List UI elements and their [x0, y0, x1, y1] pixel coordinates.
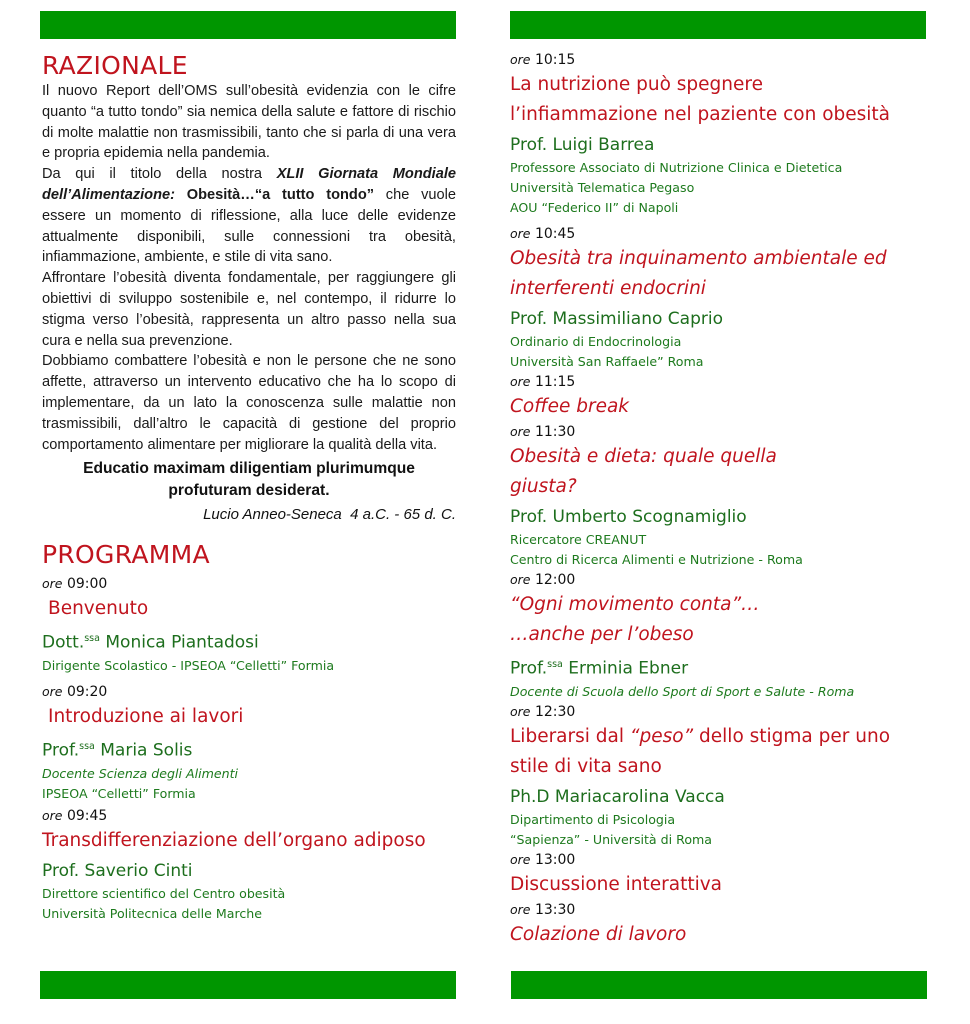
- title-emphasis: “peso”: [629, 725, 694, 747]
- time-label: ore: [42, 576, 63, 592]
- session-title: Coffee break: [510, 396, 630, 417]
- speaker-affiliation: Docente Scienza degli Alimenti: [42, 765, 239, 781]
- program-session: [510, 224, 930, 372]
- time-label: ore: [510, 374, 531, 389]
- speaker-affiliation: Dipartimento di Psicologia: [510, 811, 676, 827]
- speaker-prefix: Prof.: [510, 135, 548, 155]
- session-title: La nutrizione può spegnere: [510, 74, 763, 95]
- title-part: dello stigma per uno: [693, 725, 891, 747]
- time-label: ore: [510, 851, 531, 867]
- speaker-affiliation: AOU “Federico II” di Napoli: [510, 200, 679, 215]
- right-sessions: [510, 50, 930, 950]
- time-label: ore: [510, 424, 531, 439]
- program-session: [510, 900, 930, 950]
- session-title: [510, 722, 930, 752]
- speaker-affiliation: Professore Associato di Nutrizione Clinica e Dietetica: [510, 160, 843, 175]
- speaker-affiliation: Ricercatore CREANUT: [510, 532, 647, 547]
- session-time: [510, 224, 930, 244]
- time-value: 13:30: [534, 901, 576, 918]
- time-label: ore: [510, 703, 531, 719]
- speaker-surname: Mariacarolina Vacca: [549, 786, 725, 807]
- speaker-title-suffix: ssa: [79, 741, 95, 752]
- speaker-affiliation: Università Politecnica delle Marche: [42, 905, 263, 921]
- event-theme: Obesità…“a tutto tondo”: [174, 186, 375, 203]
- session-title: stile di vita sano: [510, 755, 662, 777]
- time-label: ore: [510, 901, 531, 917]
- speaker-title-suffix: ssa: [547, 659, 563, 670]
- razionale-paragraph-4: Dobbiamo combattere l’obesità e non le persone che ne sono affette, attraverso un intervento educativo che ha lo scopo di implementare, da un lato la conoscenza sulle malattie non trasmissibili, dall’altro le capacità di gestione del proprio comportamento alimentare per migliorare la qualità della vita.: [42, 353, 456, 453]
- time-value: 10:15: [534, 52, 576, 68]
- speaker-affiliation: Dirigente Scolastico - IPSEOA “Celletti” Formia: [42, 658, 335, 673]
- program-session: [510, 422, 930, 570]
- time-value: 09:45: [66, 807, 108, 824]
- session-title: Obesità e dieta: quale quella: [510, 446, 777, 467]
- latin-quote-line-2: profuturam desiderat.: [168, 482, 330, 500]
- session-title: …anche per l’obeso: [510, 624, 694, 645]
- session-time: [510, 900, 930, 920]
- razionale-paragraph-3: Affrontare l’obesità diventa fondamentale, per raggiungere gli obiettivi di sviluppo sostenibile e, nel contempo, il ridurre lo stigma verso l’obesità, rappresenta un altro passo nella sua cura e nella sua prevenzione.: [42, 270, 456, 349]
- speaker-surname: Erminia Ebner: [562, 658, 689, 679]
- speaker-name: [510, 784, 930, 810]
- session-time: [510, 372, 930, 392]
- event-name: XLII Giornata Mondiale dell’Alimentazione:: [42, 166, 456, 203]
- time-value: 11:30: [534, 424, 576, 440]
- time-label: ore: [510, 572, 531, 587]
- time-value: 12:30: [534, 703, 576, 720]
- left-sessions: [42, 574, 456, 923]
- program-session: [510, 702, 930, 850]
- speaker-name: [42, 734, 456, 764]
- session-title: Obesità tra inquinamento ambientale ed: [510, 248, 887, 269]
- speaker-name: [510, 504, 930, 530]
- time-label: ore: [42, 807, 63, 823]
- time-label: ore: [42, 684, 63, 699]
- session-title: Benvenuto: [48, 598, 149, 620]
- speaker-name: [42, 858, 456, 884]
- session-time: [42, 574, 456, 594]
- top-right-bar: [510, 11, 926, 39]
- speaker-prefix: Prof.: [510, 309, 548, 329]
- speaker-surname: Saverio Cinti: [79, 860, 193, 881]
- left-column: [42, 40, 456, 924]
- speaker-name: [42, 626, 456, 656]
- speaker-prefix: Dott.: [42, 633, 85, 653]
- time-label: ore: [510, 52, 531, 67]
- speaker-affiliation: Ordinario di Endocrinologia: [510, 334, 682, 349]
- razionale-title: RAZIONALE: [42, 51, 188, 80]
- time-value: 12:00: [534, 572, 576, 588]
- bottom-right-bar: [511, 971, 927, 999]
- programma-title: PROGRAMMA: [42, 540, 210, 570]
- speaker-affiliation: Università Telematica Pegaso: [510, 180, 695, 195]
- session-title: interferenti endocrini: [510, 278, 706, 299]
- session-time: [42, 682, 456, 702]
- top-left-bar: [40, 11, 456, 39]
- session-title: Introduzione ai lavori: [48, 706, 244, 727]
- speaker-prefix: Prof.: [42, 860, 80, 881]
- speaker-prefix: Prof.: [42, 740, 80, 761]
- time-label: ore: [510, 226, 531, 241]
- p2-text: Da qui il titolo della nostra: [42, 166, 277, 183]
- session-time: [510, 570, 930, 590]
- program-session: [42, 574, 456, 676]
- speaker-surname: Umberto Scognamiglio: [547, 507, 747, 527]
- program-session: [510, 372, 930, 422]
- speaker-surname: Monica Piantadosi: [99, 633, 259, 653]
- session-title: l’infiammazione nel paziente con obesità: [510, 104, 890, 125]
- time-value: 11:15: [534, 374, 576, 390]
- session-time: [42, 806, 456, 826]
- time-value: 13:00: [534, 851, 576, 868]
- session-time: [510, 50, 930, 70]
- session-time: [510, 702, 930, 722]
- speaker-name: [510, 306, 930, 332]
- session-title: Transdifferenziazione dell’organo adiposo: [42, 829, 426, 851]
- session-title: Colazione di lavoro: [510, 923, 687, 945]
- speaker-affiliation: Direttore scientifico del Centro obesità: [42, 885, 286, 901]
- speaker-name: [510, 132, 930, 158]
- bottom-left-bar: [40, 971, 456, 999]
- program-session: [42, 682, 456, 804]
- session-time: [510, 850, 930, 870]
- program-session: [510, 850, 930, 900]
- speaker-surname: Maria Solis: [94, 740, 193, 761]
- speaker-affiliation: Università San Raffaele” Roma: [510, 354, 704, 369]
- latin-quote-line-1: Educatio maximam diligentiam plurimumque: [83, 460, 415, 478]
- speaker-prefix: Prof.: [510, 507, 548, 527]
- program-session: [510, 50, 930, 218]
- time-value: 09:00: [66, 576, 108, 593]
- speaker-surname: Luigi Barrea: [547, 135, 655, 155]
- quote-author: Lucio Anneo-Seneca 4 a.C. - 65 d. C.: [203, 506, 456, 524]
- program-session: [42, 806, 456, 924]
- speaker-affiliation: Docente di Scuola dello Sport di Sport e Salute - Roma: [510, 683, 855, 699]
- speaker-surname: Massimiliano Caprio: [547, 309, 723, 329]
- session-title: giusta?: [510, 476, 577, 497]
- speaker-prefix: Ph.D: [510, 786, 550, 807]
- speaker-name: [510, 652, 930, 682]
- title-part: Liberarsi dal: [510, 725, 630, 747]
- razionale-paragraph-1: Il nuovo Report dell’OMS sull’obesità evidenzia con le cifre quanto “a tutto tondo” sia nemica della salute e fattore di rischio di molte malattie non trasmissibili, tanto che si parla di una vera e propria epidemia nella pandemia.: [42, 83, 456, 162]
- speaker-prefix: Prof.: [510, 658, 548, 679]
- session-title: Discussione interattiva: [510, 873, 723, 895]
- speaker-affiliation: Centro di Ricerca Alimenti e Nutrizione - Roma: [510, 552, 803, 567]
- speaker-title-suffix: ssa: [84, 633, 100, 645]
- time-value: 10:45: [534, 226, 576, 242]
- razionale-paragraph-2: [42, 164, 456, 268]
- right-column: [510, 50, 930, 950]
- time-value: 09:20: [66, 684, 108, 700]
- session-title: “Ogni movimento conta”…: [510, 594, 760, 615]
- speaker-affiliation: IPSEOA “Celletti” Formia: [42, 785, 196, 801]
- program-session: [510, 570, 930, 702]
- session-time: [510, 422, 930, 442]
- speaker-affiliation: “Sapienza” - Università di Roma: [510, 831, 713, 847]
- p2-text-end: che vuole essere un momento di riflessione, alla luce delle evidenze attualmente disponibili, sulle connessioni tra obesità, infiammazione, ambiente, e stile di vita sano.: [42, 186, 456, 266]
